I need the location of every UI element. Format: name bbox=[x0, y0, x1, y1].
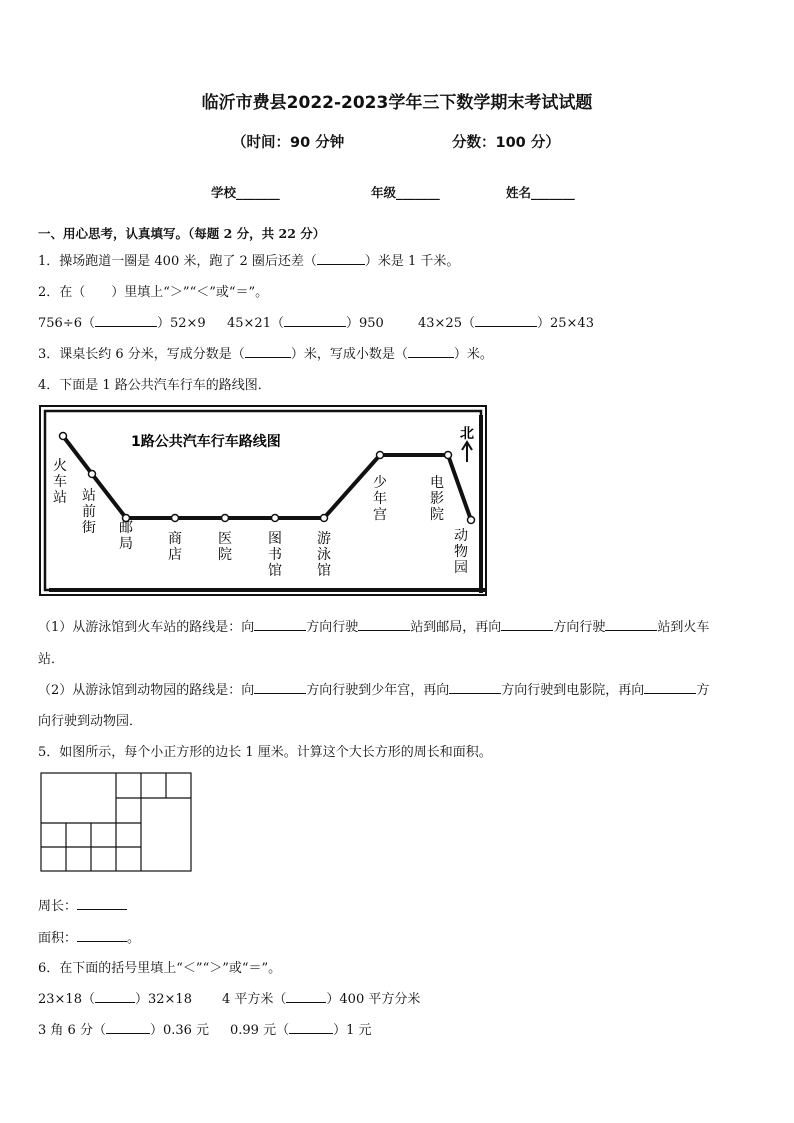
answer-blank[interactable] bbox=[644, 680, 696, 694]
question-4-intro: 4．下面是 1 路公共汽车行车的路线图． bbox=[38, 378, 271, 393]
question-5-intro: 5．如图所示，每个小正方形的边长 1 厘米。计算这个大长方形的周长和面积。 bbox=[38, 745, 492, 760]
question-1 bbox=[38, 250, 459, 269]
bus-stop-dot bbox=[272, 515, 279, 522]
q2-item bbox=[418, 312, 594, 331]
q6-item-left: 3 角 6 分（ bbox=[38, 1023, 106, 1038]
perimeter-line bbox=[38, 895, 127, 914]
bus-stop-label: 图书馆 bbox=[268, 531, 282, 579]
map-title: 1路公共汽车行车路线图 bbox=[131, 434, 281, 450]
q6-item bbox=[38, 1019, 209, 1038]
bus-stop-label: 火车站 bbox=[53, 458, 67, 506]
question-2-intro: 2．在（ ）里填上“＞”“＜”或“＝”。 bbox=[38, 285, 269, 300]
answer-blank[interactable] bbox=[77, 928, 127, 942]
grade-field[interactable]: 年级_______ bbox=[371, 185, 440, 200]
q6-item bbox=[230, 1019, 371, 1038]
q4-p2-text: 方向行驶到少年宫，再向 bbox=[306, 683, 450, 698]
q2-item bbox=[38, 312, 206, 331]
answer-blank[interactable] bbox=[605, 617, 657, 631]
answer-blank[interactable] bbox=[95, 989, 135, 1003]
area-end: 。 bbox=[127, 931, 141, 946]
bus-stop-label: 邮局 bbox=[119, 520, 133, 552]
bus-stop-dot bbox=[377, 452, 384, 459]
bus-stop-dot bbox=[172, 515, 179, 522]
question-6-intro: 6．在下面的括号里填上“＜”“＞”或“＝”。 bbox=[38, 961, 282, 976]
name-field[interactable]: 姓名_______ bbox=[506, 185, 575, 200]
answer-blank[interactable] bbox=[289, 1020, 333, 1034]
bus-stop-dot bbox=[468, 517, 475, 524]
answer-blank[interactable] bbox=[245, 344, 291, 358]
section-heading: 一、用心思考，认真填写。（每题 2 分，共 22 分） bbox=[38, 226, 326, 241]
q6-item-right: ）32×18 bbox=[134, 992, 192, 1007]
bus-route-map bbox=[39, 405, 489, 597]
answer-blank[interactable] bbox=[408, 344, 454, 358]
q2-item-right: ）25×43 bbox=[536, 316, 594, 331]
q4-p2-text: 方 bbox=[696, 683, 710, 698]
q1-text-a: 1．操场跑道一圈是 400 米，跑了 2 圈后还差（ bbox=[38, 254, 317, 269]
q2-item-right: ）52×9 bbox=[156, 316, 206, 331]
q4-p2-text: 方向行驶到电影院，再向 bbox=[501, 683, 645, 698]
q2-item-left: 43×25（ bbox=[418, 316, 475, 331]
bus-stop-label: 少年宫 bbox=[373, 475, 387, 523]
q6-item bbox=[222, 988, 420, 1007]
bus-stop-dot bbox=[89, 471, 96, 478]
area-label: 面积： bbox=[38, 931, 78, 946]
bus-stop-label: 站前街 bbox=[82, 488, 96, 536]
page-title: 临沂市费县2022-2023学年三下数学期末考试试题 bbox=[201, 93, 593, 113]
answer-blank[interactable] bbox=[286, 989, 326, 1003]
q4-p1-text: （1）从游泳馆到火车站的路线是：向 bbox=[38, 620, 255, 635]
bus-stop-label: 医院 bbox=[218, 531, 232, 563]
answer-blank[interactable] bbox=[284, 313, 346, 327]
bus-stop-dot bbox=[60, 433, 67, 440]
area-line bbox=[38, 927, 140, 946]
q3-text-b: ）米，写成小数是（ bbox=[290, 347, 408, 362]
q3-text-a: 3．课桌长约 6 分米，写成分数是（ bbox=[38, 347, 245, 362]
q4-part-2 bbox=[38, 679, 709, 698]
exam-score: 分数：100 分） bbox=[452, 135, 560, 151]
q6-item-left: 4 平方米（ bbox=[222, 992, 287, 1007]
q6-item bbox=[38, 988, 192, 1007]
q6-item-left: 0.99 元（ bbox=[230, 1023, 290, 1038]
answer-blank[interactable] bbox=[449, 680, 501, 694]
q4-p2-text: （2）从游泳馆到动物园的路线是：向 bbox=[38, 683, 255, 698]
perimeter-label: 周长： bbox=[38, 899, 78, 914]
q1-text-b: ）米是 1 千米。 bbox=[364, 254, 460, 269]
answer-blank[interactable] bbox=[106, 1020, 150, 1034]
exam-time: （时间：90 分钟 bbox=[232, 135, 345, 151]
bus-stop-label: 商店 bbox=[168, 531, 182, 563]
q2-item-right: ）950 bbox=[345, 316, 384, 331]
q2-item-left: 756÷6（ bbox=[38, 316, 95, 331]
answer-blank[interactable] bbox=[254, 680, 306, 694]
q6-item-right: ）400 平方分米 bbox=[326, 992, 421, 1007]
q4-p1-text: 站到邮局，再向 bbox=[410, 620, 502, 635]
q4-p1-text: 站到火车 bbox=[657, 620, 710, 635]
q6-item-right: ）0.36 元 bbox=[149, 1023, 210, 1038]
q4-part-1-cont: 站． bbox=[38, 652, 65, 667]
answer-blank[interactable] bbox=[77, 896, 127, 910]
bus-stop-label: 游泳馆 bbox=[317, 531, 331, 579]
answer-blank[interactable] bbox=[501, 617, 553, 631]
answer-blank[interactable] bbox=[95, 313, 157, 327]
bus-stop-label: 动物园 bbox=[454, 528, 468, 576]
bus-stop-label: 电影院 bbox=[430, 475, 444, 523]
q2-item-left: 45×21（ bbox=[227, 316, 284, 331]
answer-blank[interactable] bbox=[358, 617, 410, 631]
answer-blank[interactable] bbox=[254, 617, 306, 631]
rectangle-grid-figure bbox=[40, 772, 194, 874]
bus-stop-dot bbox=[321, 515, 328, 522]
bus-stop-dot bbox=[445, 452, 452, 459]
north-label: 北 bbox=[460, 426, 474, 442]
answer-blank[interactable] bbox=[475, 313, 537, 327]
q3-text-c: ）米。 bbox=[453, 347, 493, 362]
q2-item bbox=[227, 312, 384, 331]
q6-item-right: ）1 元 bbox=[333, 1023, 372, 1038]
q4-part-1 bbox=[38, 616, 709, 635]
bus-stop-dot bbox=[222, 515, 229, 522]
q4-p1-text: 方向行驶 bbox=[553, 620, 606, 635]
question-3 bbox=[38, 343, 493, 362]
answer-blank[interactable] bbox=[317, 251, 365, 265]
school-field[interactable]: 学校_______ bbox=[211, 185, 280, 200]
q4-part-2-cont: 向行驶到动物园． bbox=[38, 714, 143, 729]
q4-p1-text: 方向行驶 bbox=[306, 620, 359, 635]
q6-item-left: 23×18（ bbox=[38, 992, 95, 1007]
